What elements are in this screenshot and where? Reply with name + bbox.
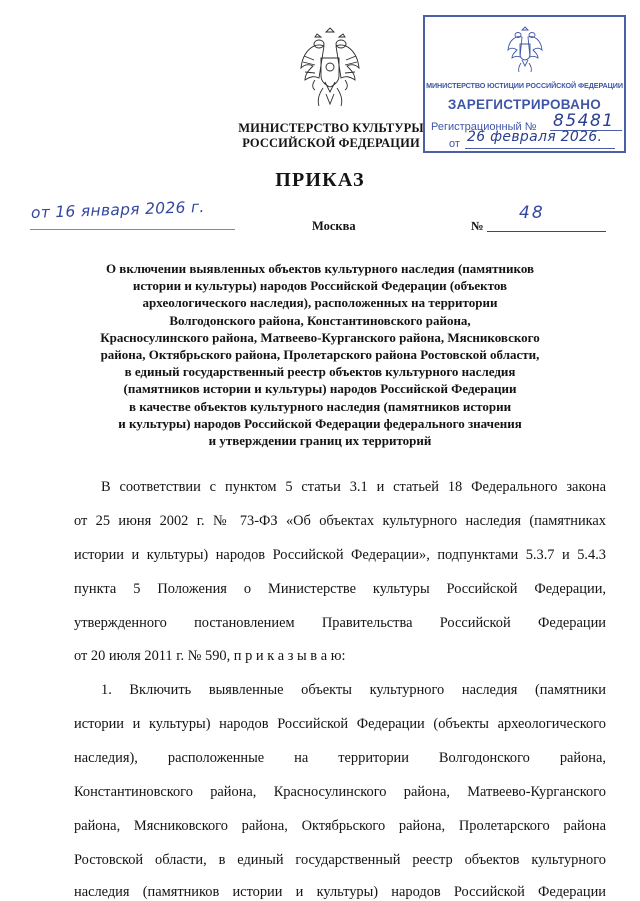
body-line: пункта 5 Положения о Министерстве культуры Российской Федерации, bbox=[74, 581, 606, 597]
stamp-emblem-icon bbox=[505, 25, 545, 73]
subject-line: О включении выявленных объектов культурного наследия (памятников bbox=[105, 261, 535, 276]
stamp-date-underline bbox=[465, 148, 615, 149]
stamp-registered-label: ЗАРЕГИСТРИРОВАНО bbox=[447, 97, 602, 112]
document-number-underline bbox=[487, 231, 606, 232]
emblem-icon bbox=[295, 24, 365, 114]
document-title: ПРИКАЗ bbox=[275, 169, 365, 191]
body-line: утвержденного постановлением Правительства Российской Федерации bbox=[74, 615, 606, 631]
body-line: Ростовской области, в единый государственный реестр объектов культурного bbox=[74, 852, 606, 868]
document-subject bbox=[78, 260, 562, 449]
subject-line: Красносулинского района, Матвеево-Курганского района, Мясниковского bbox=[100, 329, 540, 345]
body-line: 1. Включить выявленные объекты культурного наследия (памятники bbox=[101, 682, 606, 698]
body-line: истории и культуры) народов Российской Федерации», подпунктами 5.3.7 и 5.4.3 bbox=[74, 547, 606, 563]
document-number-sign: № bbox=[471, 219, 484, 233]
subject-line: истории и культуры) народов Российской Федерации (объектов bbox=[132, 278, 508, 294]
body-line: Константиновского района, Красносулинского района, Матвеево-Курганского bbox=[74, 784, 606, 800]
subject-line: и утверждении границ их территорий bbox=[208, 433, 432, 449]
subject-line: археологического наследия), расположенных на территории bbox=[142, 295, 498, 311]
body-line: истории и культуры) народов Российской Федерации (объекты археологического bbox=[74, 716, 606, 732]
body-line: наследия), расположенные на территории Волгодонского района, bbox=[74, 750, 606, 766]
subject-line: и культуры) народов Российской Федерации федерального значения bbox=[118, 415, 522, 431]
document-number: 48 bbox=[519, 203, 545, 223]
document-date-underline bbox=[30, 229, 235, 230]
body-line: от 25 июня 2002 г. № 73-ФЗ «Об объектах культурного наследия (памятниках bbox=[74, 513, 606, 529]
stamp-ministry-name: МИНИСТЕРСТВО ЮСТИЦИИ РОССИЙСКОЙ ФЕДЕРАЦИИ bbox=[426, 81, 623, 90]
subject-line: в качестве объектов культурного наследия (памятников истории bbox=[128, 398, 512, 414]
subject-line: в единый государственный реестр объектов культурного наследия bbox=[124, 364, 516, 380]
stamp-regno-value: 85481 bbox=[553, 111, 615, 131]
body-line: района, Мясниковского района, Октябрьского района, Пролетарского района bbox=[74, 818, 606, 834]
stamp-regno-label: Регистрационный № bbox=[431, 121, 537, 133]
subject-line: района, Октябрьского района, Пролетарского района Ростовской области, bbox=[100, 347, 540, 363]
stamp-date-value: 26 февраля 2026. bbox=[467, 129, 603, 145]
document-city: Москва bbox=[312, 219, 356, 233]
ministry-line-2: РОССИЙСКОЙ ФЕДЕРАЦИИ bbox=[242, 136, 420, 150]
body-line: от 20 июля 2011 г. № 590, п р и к а з ы в а ю: bbox=[74, 648, 346, 664]
document-date: от 16 января 2026 г. bbox=[30, 197, 205, 222]
stamp-from-label: от bbox=[449, 138, 460, 150]
body-line: В соответствии с пунктом 5 статьи 3.1 и статьей 18 Федерального закона bbox=[101, 479, 606, 495]
subject-line: (памятников истории и культуры) народов Российской Федерации bbox=[123, 381, 517, 397]
registration-stamp bbox=[423, 15, 626, 153]
body-line: наследия (памятников истории и культуры) народов Российской Федерации bbox=[74, 884, 606, 900]
ministry-line-1: МИНИСТЕРСТВО КУЛЬТУРЫ bbox=[238, 121, 424, 135]
subject-line: Волгодонского района, Константиновского района, bbox=[169, 312, 471, 328]
